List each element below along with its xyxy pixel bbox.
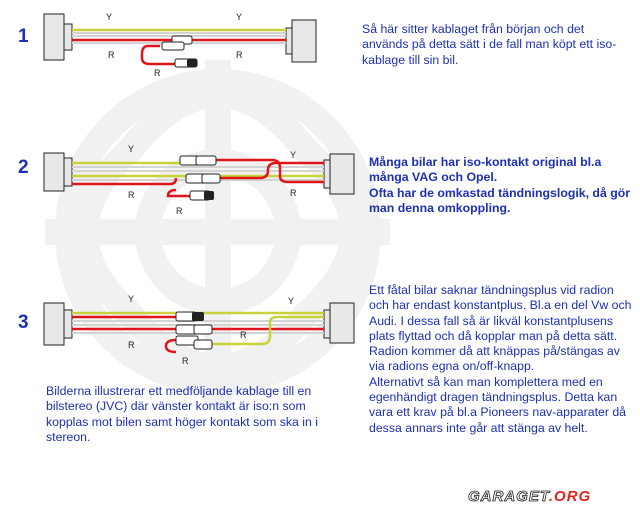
- wire-label: R: [154, 68, 161, 78]
- logo-text: GARAGET: [468, 488, 549, 505]
- diagram-3-description: Ett fåtal bilar saknar tändningsplus vid radion och har endast konstantplus. Bl.a en del Vw och Audi. I dessa fall så är likväl konstantplusens plats flyttad och då kopplar man på detta sätt. Radion kommer då att knäppas på/stängas av via radions egna on/off-knapp. Alternativt så kan man komplettera med en egenhändigt dragen tändningsplus. Detta kan vara ett krav på bl.a Pioneers nav-apparater då dessa annars inte går att stänga av helt.: [369, 283, 632, 435]
- diagram-number: 1: [18, 26, 29, 47]
- diagram-2-description: Många bilar har iso-kontakt original bl.a många VAG och Opel. Ofta har de omkastad tändningslogik, då gör man denna omkoppling.: [369, 155, 631, 215]
- wire-label: Y: [128, 294, 135, 304]
- wire-label: R: [128, 340, 135, 350]
- wire-label: Y: [128, 144, 135, 154]
- radio-connector-right: [330, 303, 354, 343]
- diagram-1: [44, 12, 316, 78]
- wire-label: R: [290, 188, 297, 198]
- wire-label: Y: [288, 296, 295, 306]
- intro-text: Bilderna illustrerar ett medföljande kablage till en bilstereo (JVC) där vänster kontakt är iso:n som kopplas mot bilen samt höger kontakt som ska in i stereon.: [46, 384, 319, 444]
- iso-connector-left: [44, 14, 64, 60]
- diagram-number: 2: [18, 157, 29, 178]
- wire-label: Y: [236, 12, 243, 22]
- garaget-logo: [468, 488, 591, 505]
- logo-suffix: .ORG: [548, 488, 592, 505]
- wire-label: R: [176, 206, 183, 216]
- iso-connector-left: [44, 153, 64, 191]
- wire-label: Y: [106, 12, 113, 22]
- celtic-watermark: [45, 60, 390, 405]
- wire-label: R: [236, 50, 243, 60]
- wire-label: Y: [290, 150, 297, 160]
- iso-connector-left: [44, 303, 64, 345]
- diagram-1-description: Så här sitter kablaget från början och det används på detta sätt i de fall man köpt ett iso-kablage till sin bil.: [362, 22, 617, 67]
- radio-connector-right: [330, 154, 354, 194]
- radio-connector-right: [292, 20, 316, 62]
- wire-label: R: [240, 330, 247, 340]
- wire-label: R: [108, 50, 115, 60]
- wire-label: R: [182, 356, 189, 366]
- diagram-number: 3: [18, 312, 29, 333]
- wire-label: R: [128, 190, 135, 200]
